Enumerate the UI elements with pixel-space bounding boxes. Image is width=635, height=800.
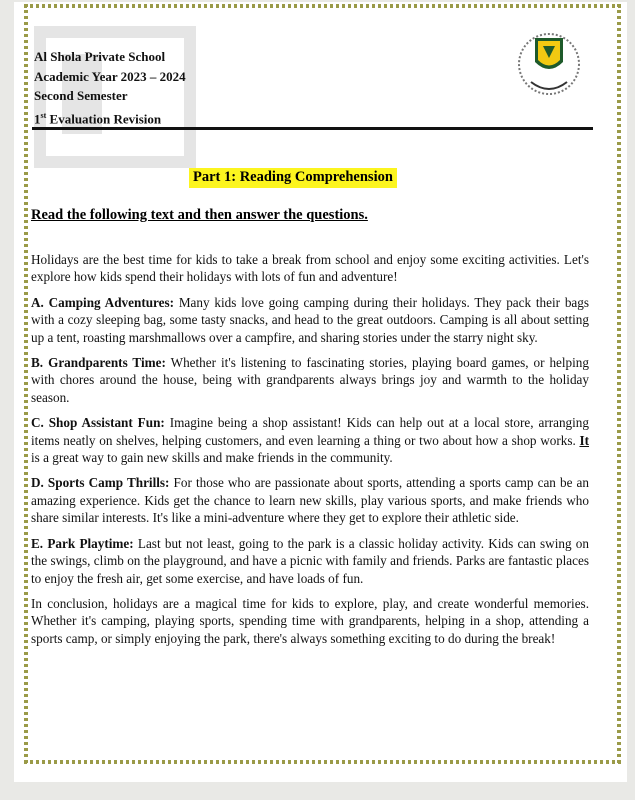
section-paragraph: D. Sports Camp Thrills: For those who are passionate about sports, attending a sports camp can be an amazing experience. Kids get the chance to learn new skills, play various sports, and make friends who share similar interests. It's like a mini-adventure where they get to explore their athletic side.: [31, 475, 589, 526]
instruction-heading: Read the following text and then answer the questions.: [31, 207, 368, 223]
decorative-border: [24, 4, 28, 764]
school-logo-icon: [511, 24, 587, 100]
school-header: [34, 47, 186, 128]
school-name: Al Shola Private School: [34, 49, 166, 64]
header-divider: [32, 127, 593, 130]
section-paragraph: A. Camping Adventures: Many kids love going camping during their holidays. They pack their bags with a cozy sleeping bag, some tasty snacks, and head to the great outdoors. Camping is all about setting up a tent, roasting marshmallows over a campfire, and sharing stories under the starry night sky.: [31, 294, 589, 345]
document-page: [14, 2, 627, 782]
underlined-word: It: [579, 432, 589, 448]
section-paragraph: E. Park Playtime: Last but not least, going to the park is a classic holiday activity. Kids can swing on the swings, climb on the playground, and have a picnic with family and friends. Parks are fantastic places to enjoy the fresh air, get some exercise, and have loads of fun.: [31, 535, 589, 586]
academic-year: Academic Year 2023 – 2024: [34, 68, 186, 84]
section-paragraph: C. Shop Assistant Fun: Imagine being a shop assistant! Kids can help out at a local store, arranging items neatly on shelves, helping customers, and even learning a thing or two about how a shop works. It is a great way to gain new skills and make friends in the community.: [31, 415, 589, 466]
reading-passage: [31, 251, 589, 655]
revision-title: 1st Evaluation Revision: [34, 110, 162, 126]
decorative-border: [617, 4, 621, 764]
decorative-border: [24, 760, 621, 764]
decorative-border: [24, 4, 621, 8]
conclusion-paragraph: In conclusion, holidays are a magical time for kids to explore, play, and create wonderful memories. Whether it's camping, playing sports, spending time with grandparents, helping in a shop, attending a sports camp, or simply enjoying the park, there's always something exciting to do during the break!: [31, 595, 589, 646]
semester: Second Semester: [34, 88, 128, 103]
part-title: Part 1: Reading Comprehension: [189, 168, 397, 188]
intro-paragraph: Holidays are the best time for kids to take a break from school and enjoy some exciting activities. Let's explore how kids spend their holidays with lots of fun and adventure!: [31, 252, 589, 285]
section-paragraph: B. Grandparents Time: Whether it's listening to fascinating stories, playing board games, or helping with chores around the house, being with grandparents always brings joy and warmth to the holiday season.: [31, 355, 589, 405]
